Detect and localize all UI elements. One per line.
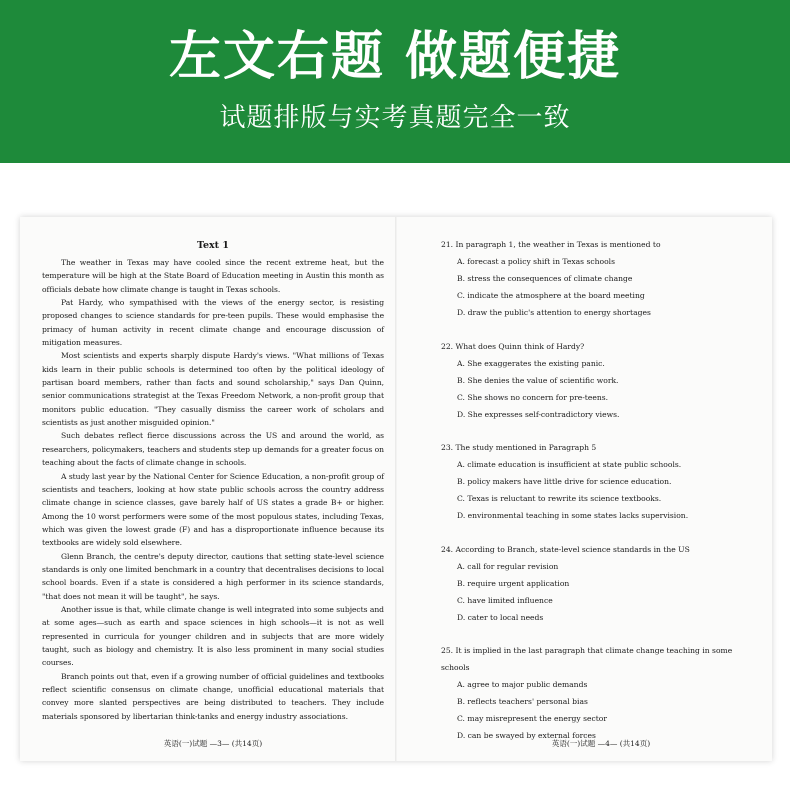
banner-title: 左文右题 做题便捷 [168, 27, 622, 87]
question-stem: 24. According to Branch, state-level science standards in the US [441, 544, 690, 554]
right-page-footer: 英语(一)试题 —4— (共14页) [551, 739, 651, 748]
question-option: A. climate education is insufficient at state public schools. [457, 460, 682, 469]
passage-paragraph-1: The weather in Texas may have cooled since the recent extreme heat, but the temperature will be high at the State Board of Education meeting in Austin this month as officials debate how climate change is taught in Texas schools. [42, 258, 384, 294]
left-page-footer: 英语(一)试题 —3— (共14页) [163, 739, 263, 748]
question-option: D. draw the public's attention to energy shortages [457, 308, 651, 317]
passage-paragraph-2: Pat Hardy, who sympathised with the views of the energy sector, is resisting proposed changes to science standards for pre-teen pupils. These would emphasise the primacy of human activity in recent climate change and encourage discussion of mitigation measures. [42, 298, 384, 348]
question-option: D. She expresses self-contradictory views. [457, 409, 620, 419]
question-25 [441, 642, 761, 744]
question-option: B. She denies the value of scientific work. [457, 375, 619, 385]
question-option: B. reflects teachers' personal bias [457, 697, 588, 706]
question-option: A. call for regular revision [457, 561, 559, 571]
question-stem: 25. It is implied in the last paragraph that climate change teaching in some schools [441, 646, 733, 672]
question-24 [441, 541, 761, 626]
question-21 [441, 236, 761, 321]
question-option: C. have limited influence [457, 595, 553, 605]
question-option: A. forecast a policy shift in Texas schools [457, 257, 615, 266]
right-page [441, 236, 761, 756]
passage-heading: Text 1 [197, 240, 229, 251]
question-stem: 23. The study mentioned in Paragraph 5 [441, 443, 597, 452]
question-option: C. She shows no concern for pre-teens. [457, 392, 609, 402]
booklet-gutter [395, 217, 397, 761]
question-option: B. stress the consequences of climate change [457, 274, 633, 283]
passage-paragraph-8: Branch points out that, even if a growing number of official guidelines and textbooks reflect scientific consensus on climate change, unofficial educational materials that convey more slanted perspectives are being distributed to teachers. They include materials sponsored by libertarian think-tanks and energy industry associations. [42, 671, 384, 721]
passage-paragraph-3: Most scientists and experts sharply dispute Hardy's views. "What millions of Texas kids learn in their public schools is determined too often by the political ideology of partisan board members, rather than facts and sound scholarship," says Dan Quinn, senior communications strategist at the Texas Freedom Network, a non-profit group that monitors public education. "They casually dismiss the career work of scholars and scientists as just another misguided opinion." [42, 351, 384, 428]
question-option: D. can be swayed by external forces [457, 731, 596, 740]
question-option: C. Texas is reluctant to rewrite its science textbooks. [457, 494, 662, 503]
left-page [42, 236, 384, 756]
banner-subtitle: 试题排版与实考真题完全一致 [219, 103, 571, 133]
passage-paragraph-6: Glenn Branch, the centre's deputy director, cautions that setting state-level science standards is only one limited benchmark in a country that decentralises decisions to local school boards. Even if a state is considered a high performer in its science standards, "that does not mean it will be taught", he says. [42, 551, 384, 601]
question-stem: 21. In paragraph 1, the weather in Texas is mentioned to [441, 240, 661, 249]
question-option: A. She exaggerates the existing panic. [457, 358, 605, 368]
question-option: C. may misrepresent the energy sector [457, 714, 608, 723]
passage-paragraph-4: Such debates reflect fierce discussions across the US and around the world, as researchers, policymakers, teachers and students step up demands for a greater focus on teaching about the facts of climate change in schools. [42, 431, 384, 468]
question-stem: 22. What does Quinn think of Hardy? [441, 341, 585, 351]
question-22 [441, 338, 761, 423]
question-23 [441, 439, 761, 524]
question-option: B. policy makers have little drive for science education. [457, 477, 672, 486]
question-option: C. indicate the atmosphere at the board meeting [457, 291, 645, 300]
question-option: B. require urgent application [457, 578, 570, 588]
promo-banner [0, 0, 790, 163]
question-option: D. environmental teaching in some states lacks supervision. [457, 511, 689, 520]
question-option: D. cater to local needs [457, 612, 544, 622]
passage-paragraph-5: A study last year by the National Center for Science Education, a non-profit group of scientists and teachers, looking at how state public schools across the country address climate change in science classes, gave barely half of US states a grade B+ or higher. Among the 10 worst performers were some of the most populous states, including Texas, which was given the lowest grade (F) and has a disproportionate influence because its textbooks are widely sold elsewhere. [42, 471, 384, 548]
question-option: A. agree to major public demands [457, 680, 588, 689]
passage-paragraph-7: Another issue is that, while climate change is well integrated into some subjects and at some ages—such as earth and space sciences in high schools—it is not as well represented in curricula for younger children and in subjects that are more widely taught, such as biology and chemistry. It is also less prominent in many social studies courses. [42, 604, 384, 668]
